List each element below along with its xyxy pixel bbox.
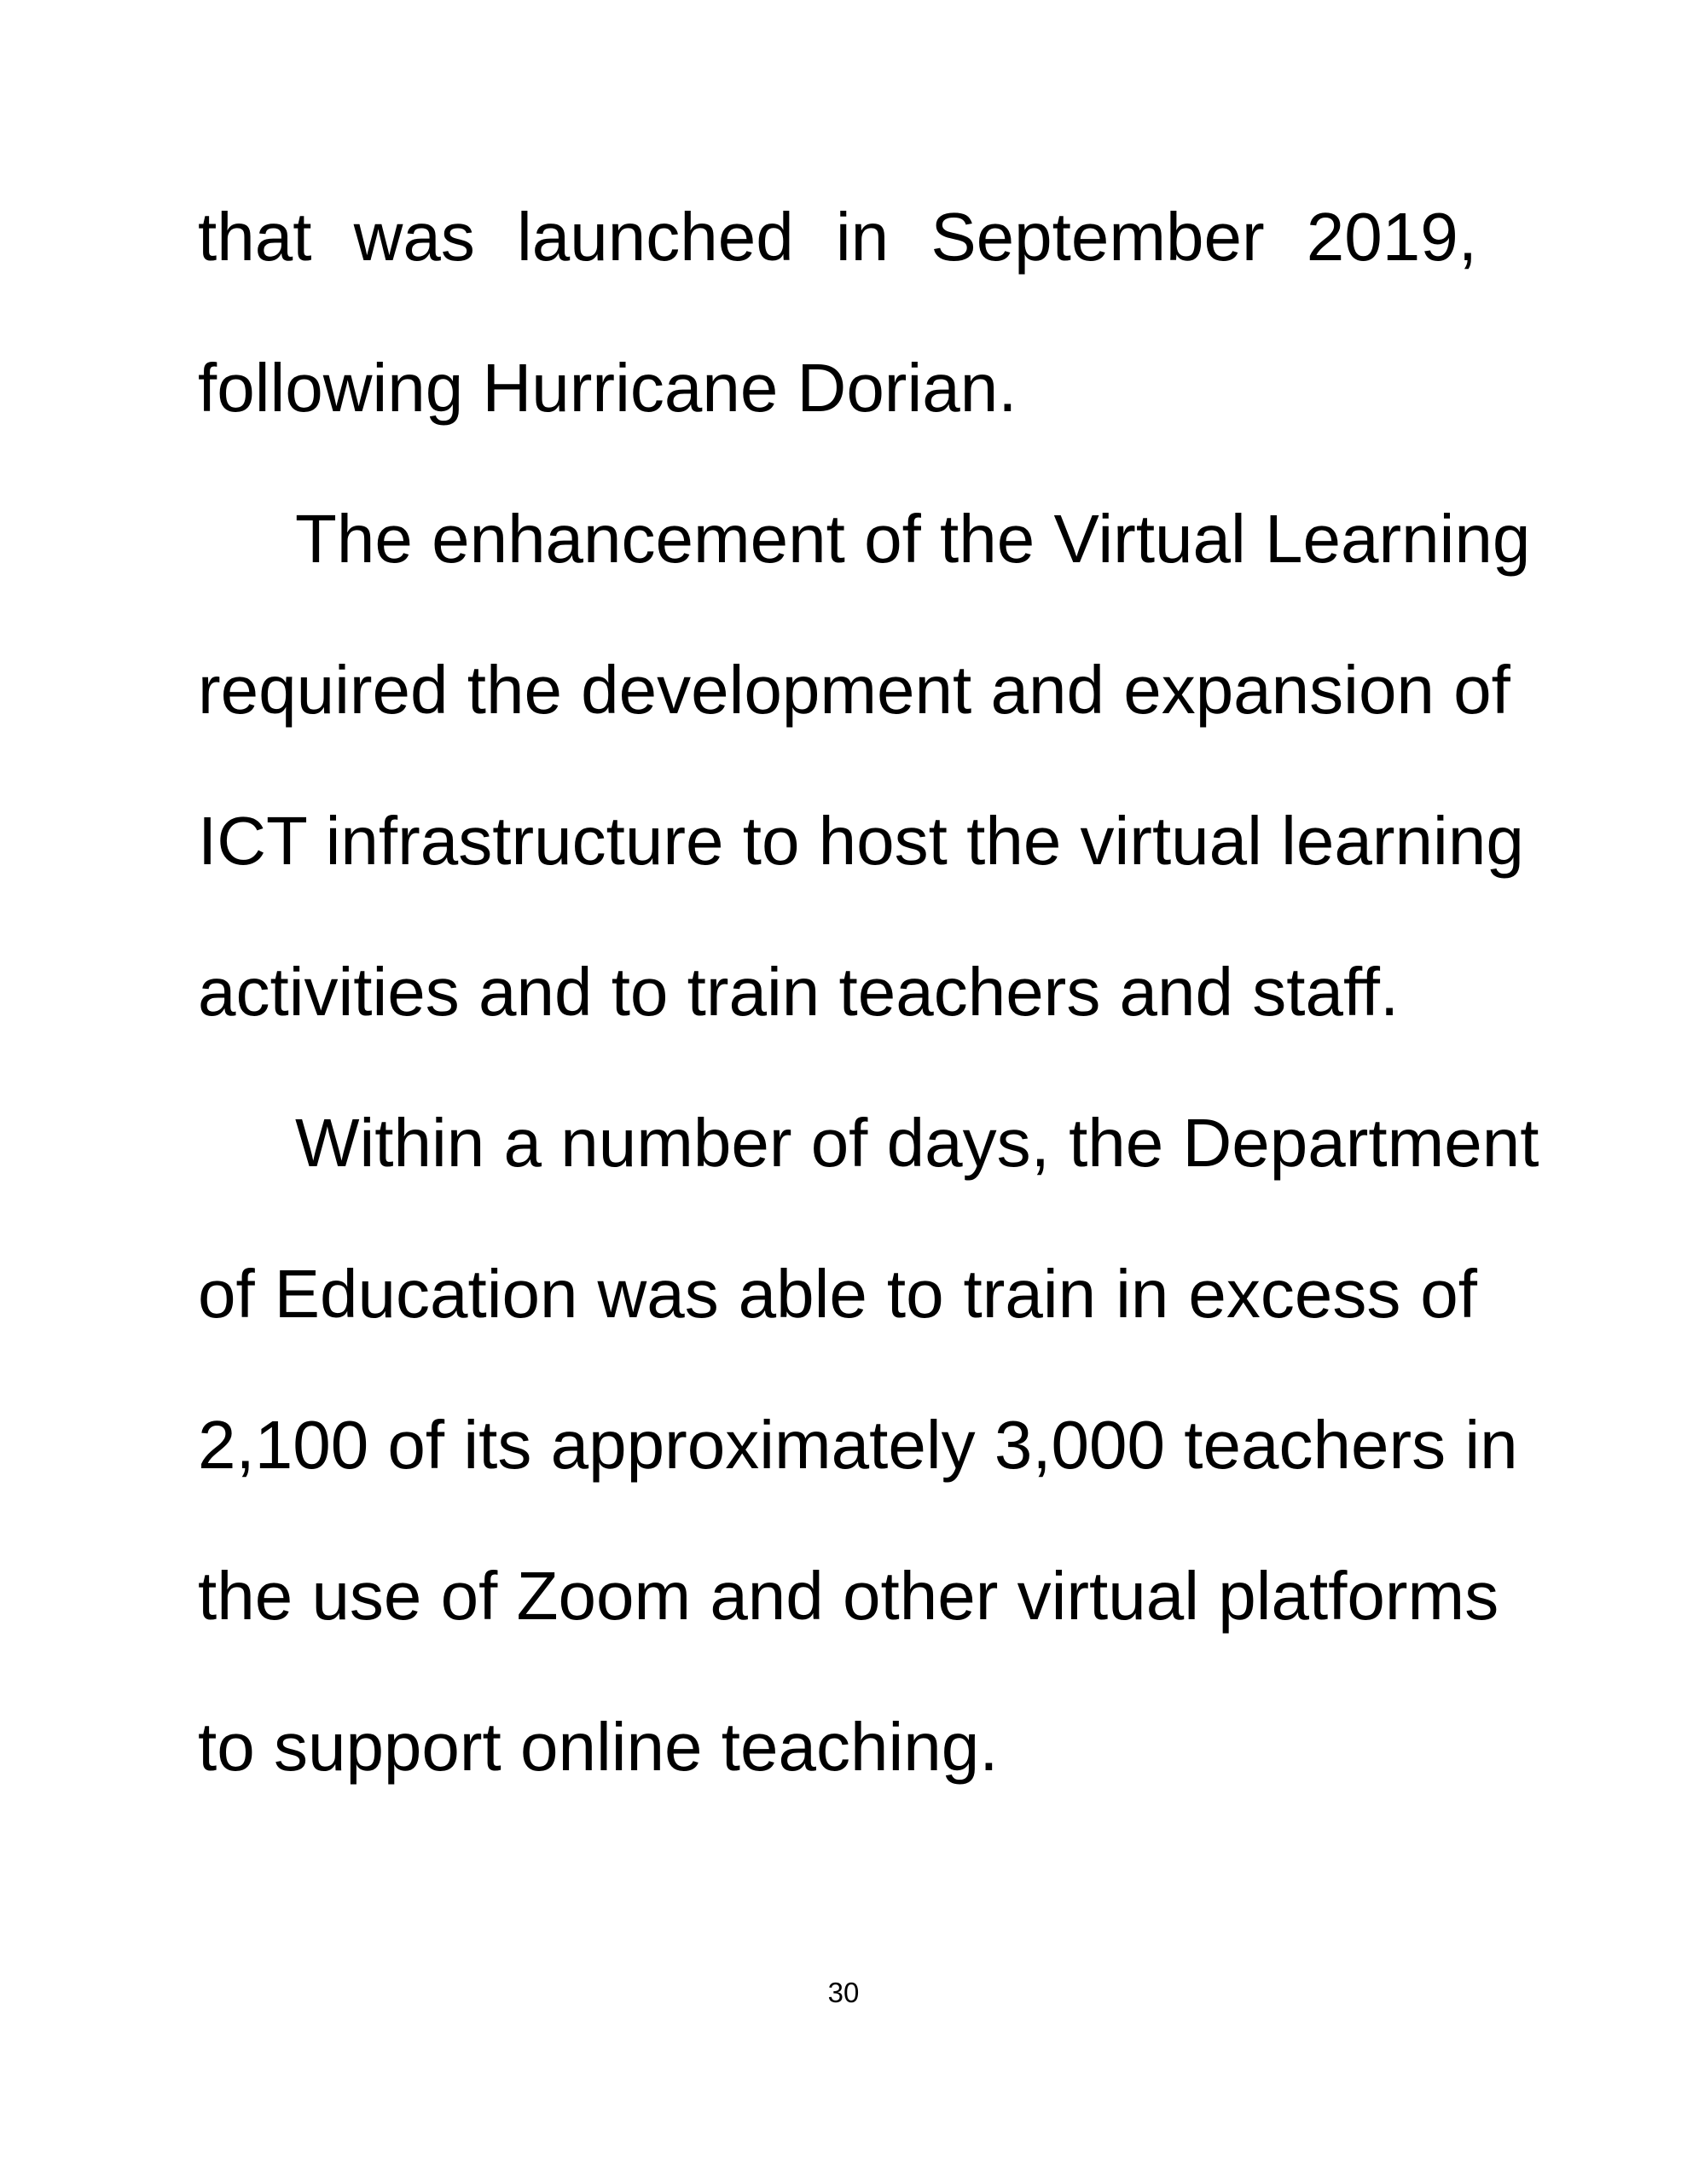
- text-line: to support online teaching.: [198, 1709, 999, 1785]
- text-line: following Hurricane Dorian.: [198, 350, 1017, 426]
- text-line: required the development and expansion of: [198, 652, 1510, 728]
- text-line: 2,100 of its approximately 3,000 teachers in: [198, 1407, 1518, 1483]
- text-line: ICT infrastructure to host the virtual learning: [198, 803, 1524, 879]
- text-line: activities and to train teachers and staff.: [198, 954, 1400, 1030]
- paragraph-first-line: Within a number of days, the Department: [295, 1105, 1539, 1181]
- text-line: that was launched in September 2019,: [198, 199, 1477, 275]
- text-line: the use of Zoom and other virtual platforms: [198, 1558, 1499, 1634]
- paragraph-first-line: The enhancement of the Virtual Learning: [295, 501, 1531, 577]
- text-line: of Education was able to train in excess of: [198, 1256, 1477, 1332]
- page-number: 30: [827, 1977, 860, 2008]
